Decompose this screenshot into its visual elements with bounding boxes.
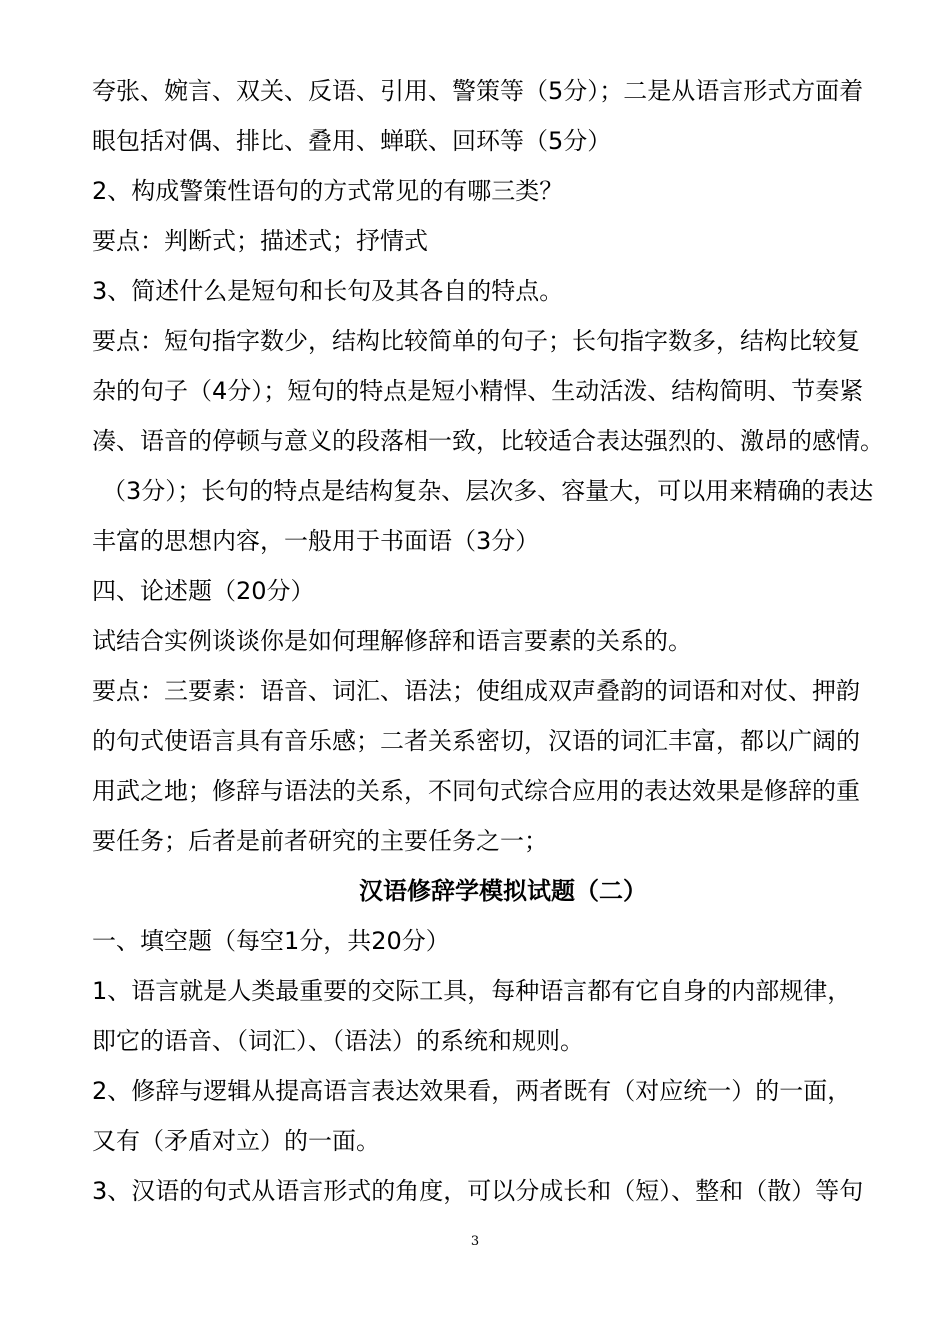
text-line: 凑、语音的停顿与意义的段落相一致，比较适合表达强烈的、激昂的感情。 (92, 427, 884, 455)
question-line: 2、构成警策性语句的方式常见的有哪三类？ (92, 177, 564, 205)
text-line: 要任务；后者是前者研究的主要任务之一； (92, 827, 548, 855)
question-line: 试结合实例谈谈你是如何理解修辞和语言要素的关系的。 (92, 627, 692, 655)
text-line: 眼包括对偶、排比、叠用、蝉联、回环等（5分） (92, 127, 612, 155)
answer-line: 要点：短句指字数少，结构比较简单的句子；长句指字数多，结构比较复 (92, 327, 860, 355)
text-line: 丰富的思想内容，一般用于书面语（3分） (92, 527, 540, 555)
text-line: 又有（矛盾对立）的一面。 (92, 1127, 380, 1155)
text-line: 夸张、婉言、双关、反语、引用、警策等（5分）；二是从语言形式方面着 (92, 77, 864, 105)
section-heading: 一、填空题（每空1分，共20分） (92, 927, 450, 955)
answer-line: 要点：判断式；描述式；抒情式 (92, 227, 428, 255)
text-line: 的句式使语言具有音乐感；二者关系密切，汉语的词汇丰富，都以广阔的 (92, 727, 860, 755)
page-number: 3 (470, 1234, 480, 1249)
text-line: 用武之地；修辞与语法的关系，不同句式综合应用的表达效果是修辞的重 (92, 777, 860, 805)
page-content (92, 66, 914, 1216)
question-line: 3、简述什么是短句和长句及其各自的特点。 (92, 277, 564, 305)
text-line: 杂的句子（4分）；短句的特点是短小精悍、生动活泼、结构简明、节奏紧 (92, 377, 864, 405)
exam-title: 汉语修辞学模拟试题（二） (359, 877, 647, 905)
question-line: 1、语言就是人类最重要的交际工具，每种语言都有它自身的内部规律， (92, 977, 852, 1005)
question-line: 2、修辞与逻辑从提高语言表达效果看，两者既有（对应统一）的一面， (92, 1077, 852, 1105)
question-line: 3、汉语的句式从语言形式的角度，可以分成长和（短）、整和（散）等句 (92, 1177, 864, 1205)
text-line: （3分）；长句的特点是结构复杂、层次多、容量大，可以用来精确的表达 (102, 477, 874, 505)
section-heading: 四、论述题（20分） (92, 577, 315, 605)
text-line: 即它的语音、（词汇）、（语法）的系统和规则。 (92, 1027, 584, 1055)
answer-line: 要点：三要素：语音、词汇、语法；使组成双声叠韵的词语和对仗、押韵 (92, 677, 860, 705)
